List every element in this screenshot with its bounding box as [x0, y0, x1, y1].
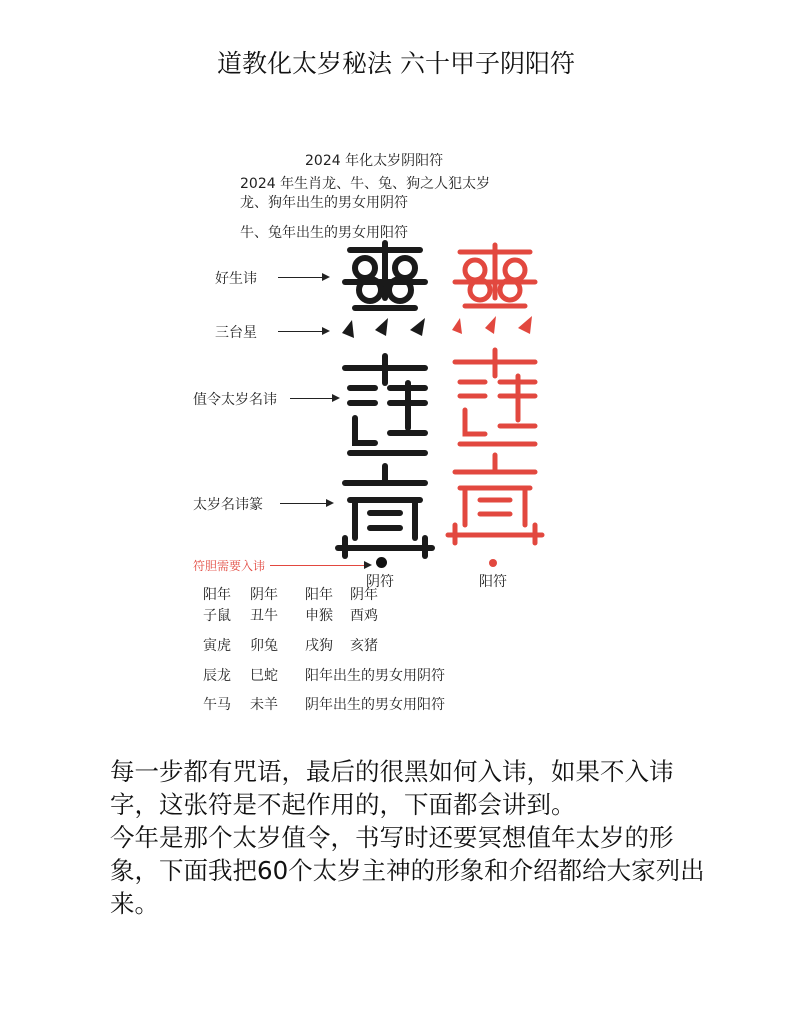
- yang-talisman-image: [440, 240, 550, 550]
- poster-heading: 2024 年化太岁阴阳符: [305, 153, 444, 169]
- table-cell: 寅虎: [203, 638, 231, 654]
- yin-talisman-image: [330, 238, 440, 568]
- table-cell: 戌狗: [305, 638, 333, 654]
- yin-label: 阴符: [366, 574, 394, 590]
- table-cell: 未羊: [250, 697, 278, 713]
- table-cell: 辰龙: [203, 668, 231, 684]
- table-cell: 子鼠: [203, 608, 231, 624]
- table-left-header-yin: 阴年: [250, 587, 278, 603]
- poster-line-3: 牛、兔年出生的男女用阳符: [240, 225, 408, 241]
- poster-line-1: 2024 年生肖龙、牛、兔、狗之人犯太岁: [240, 176, 491, 192]
- yang-label: 阳符: [479, 574, 507, 590]
- table-right-header-yang: 阳年: [305, 587, 333, 603]
- label-taisui-seal: 太岁名讳篆: [193, 497, 263, 513]
- yin-dot: [376, 557, 387, 568]
- table-cell: 酉鸡: [350, 608, 378, 624]
- table-note-yin: 阴年出生的男女用阳符: [305, 697, 445, 713]
- page-title: 道教化太岁秘法 六十甲子阴阳符: [217, 49, 575, 78]
- table-cell: 亥猪: [350, 638, 378, 654]
- table-cell: 申猴: [305, 608, 333, 624]
- table-note-yang: 阳年出生的男女用阴符: [305, 668, 445, 684]
- table-cell: 卯兔: [250, 638, 278, 654]
- table-cell: 巳蛇: [250, 668, 278, 684]
- label-zhiling: 值令太岁名讳: [193, 392, 277, 408]
- table-cell: 午马: [203, 697, 231, 713]
- arrow-santai: [278, 331, 328, 332]
- poster-line-2: 龙、狗年出生的男女用阴符: [240, 195, 408, 211]
- label-haosheng: 好生讳: [215, 271, 257, 287]
- table-right-header-yin: 阴年: [350, 587, 378, 603]
- body-paragraph-2: 今年是那个太岁值令，书写时还要冥想值年太岁的形象，下面我把60个太岁主神的形象和介绍都给大家列出来。: [110, 823, 705, 918]
- arrow-taisui-seal: [280, 503, 332, 504]
- yang-dot: [489, 559, 497, 567]
- arrow-haosheng: [278, 277, 328, 278]
- label-fudan: 符胆需要入讳: [193, 559, 266, 573]
- table-left-header-yang: 阳年: [203, 587, 231, 603]
- label-santai: 三台星: [215, 325, 257, 341]
- table-cell: 丑牛: [250, 608, 278, 624]
- body-paragraph-1: 每一步都有咒语，最后的很黑如何入讳，如果不入讳字，这张符是不起作用的，下面都会讲到。: [110, 757, 674, 819]
